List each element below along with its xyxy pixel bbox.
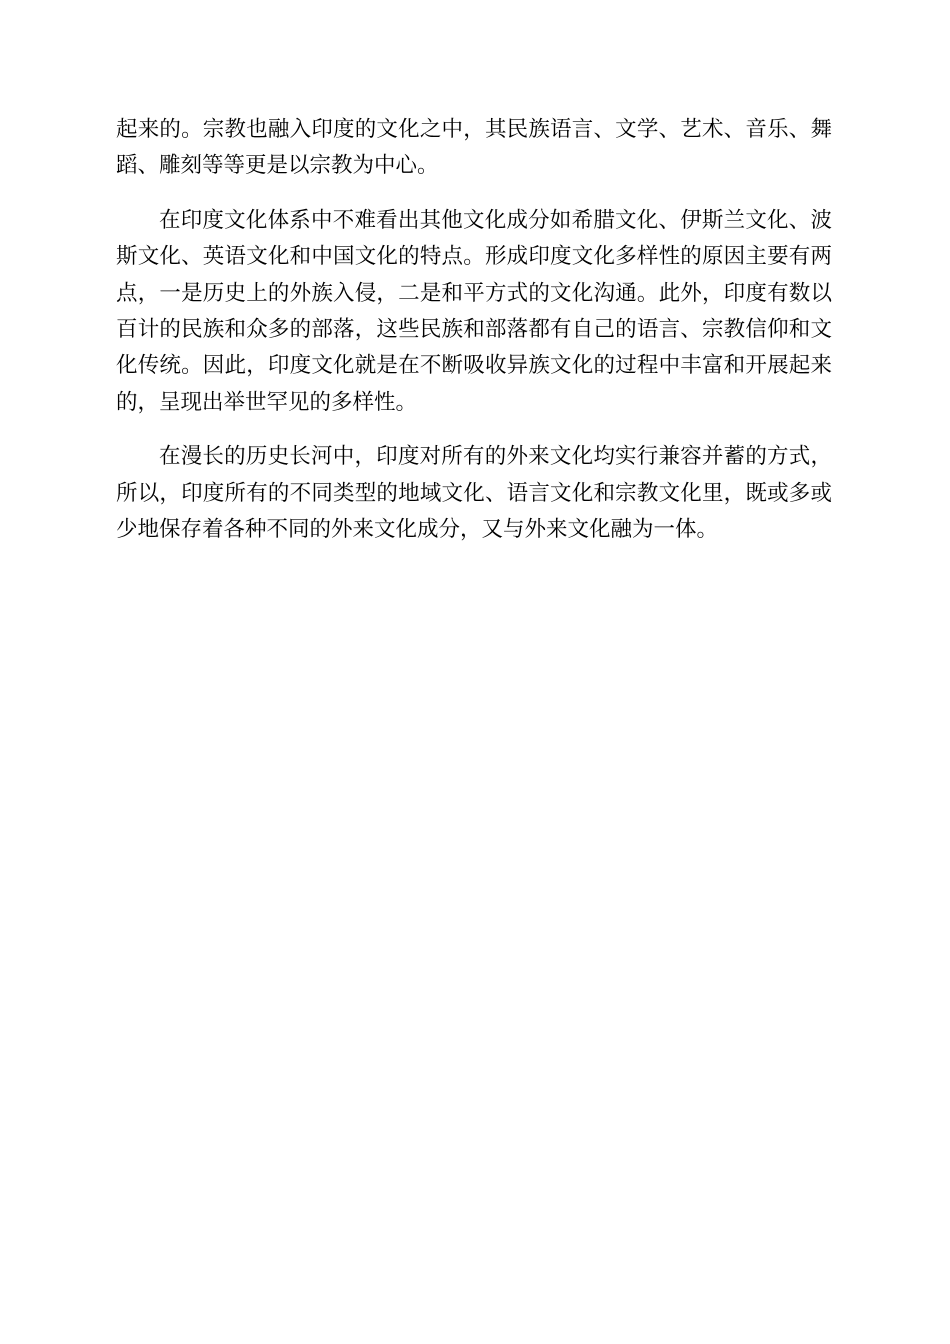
paragraph-3: 在漫长的历史长河中，印度对所有的外来文化均实行兼容并蓄的方式，所以，印度所有的不同类型的地域文化、语言文化和宗教文化里，既或多或少地保存着各种不同的外来文化成分，又与外来文化融为一体。 xyxy=(116,444,832,543)
document-body xyxy=(116,112,832,566)
paragraph-2: 在印度文化体系中不难看出其他文化成分如希腊文化、伊斯兰文化、波斯文化、英语文化和中国文化的特点。形成印度文化多样性的原因主要有两点，一是历史上的外族入侵，二是和平方式的文化沟通。此外，印度有数以百计的民族和众多的部落，这些民族和部落都有自己的语言、宗教信仰和文化传统。因此，印度文化就是在不断吸收异族文化的过程中丰富和开展起来的，呈现出举世罕见的多样性。 xyxy=(116,207,832,415)
paragraph-1: 起来的。宗教也融入印度的文化之中，其民族语言、文学、艺术、音乐、舞蹈、雕刻等等更是以宗教为中心。 xyxy=(116,117,832,179)
